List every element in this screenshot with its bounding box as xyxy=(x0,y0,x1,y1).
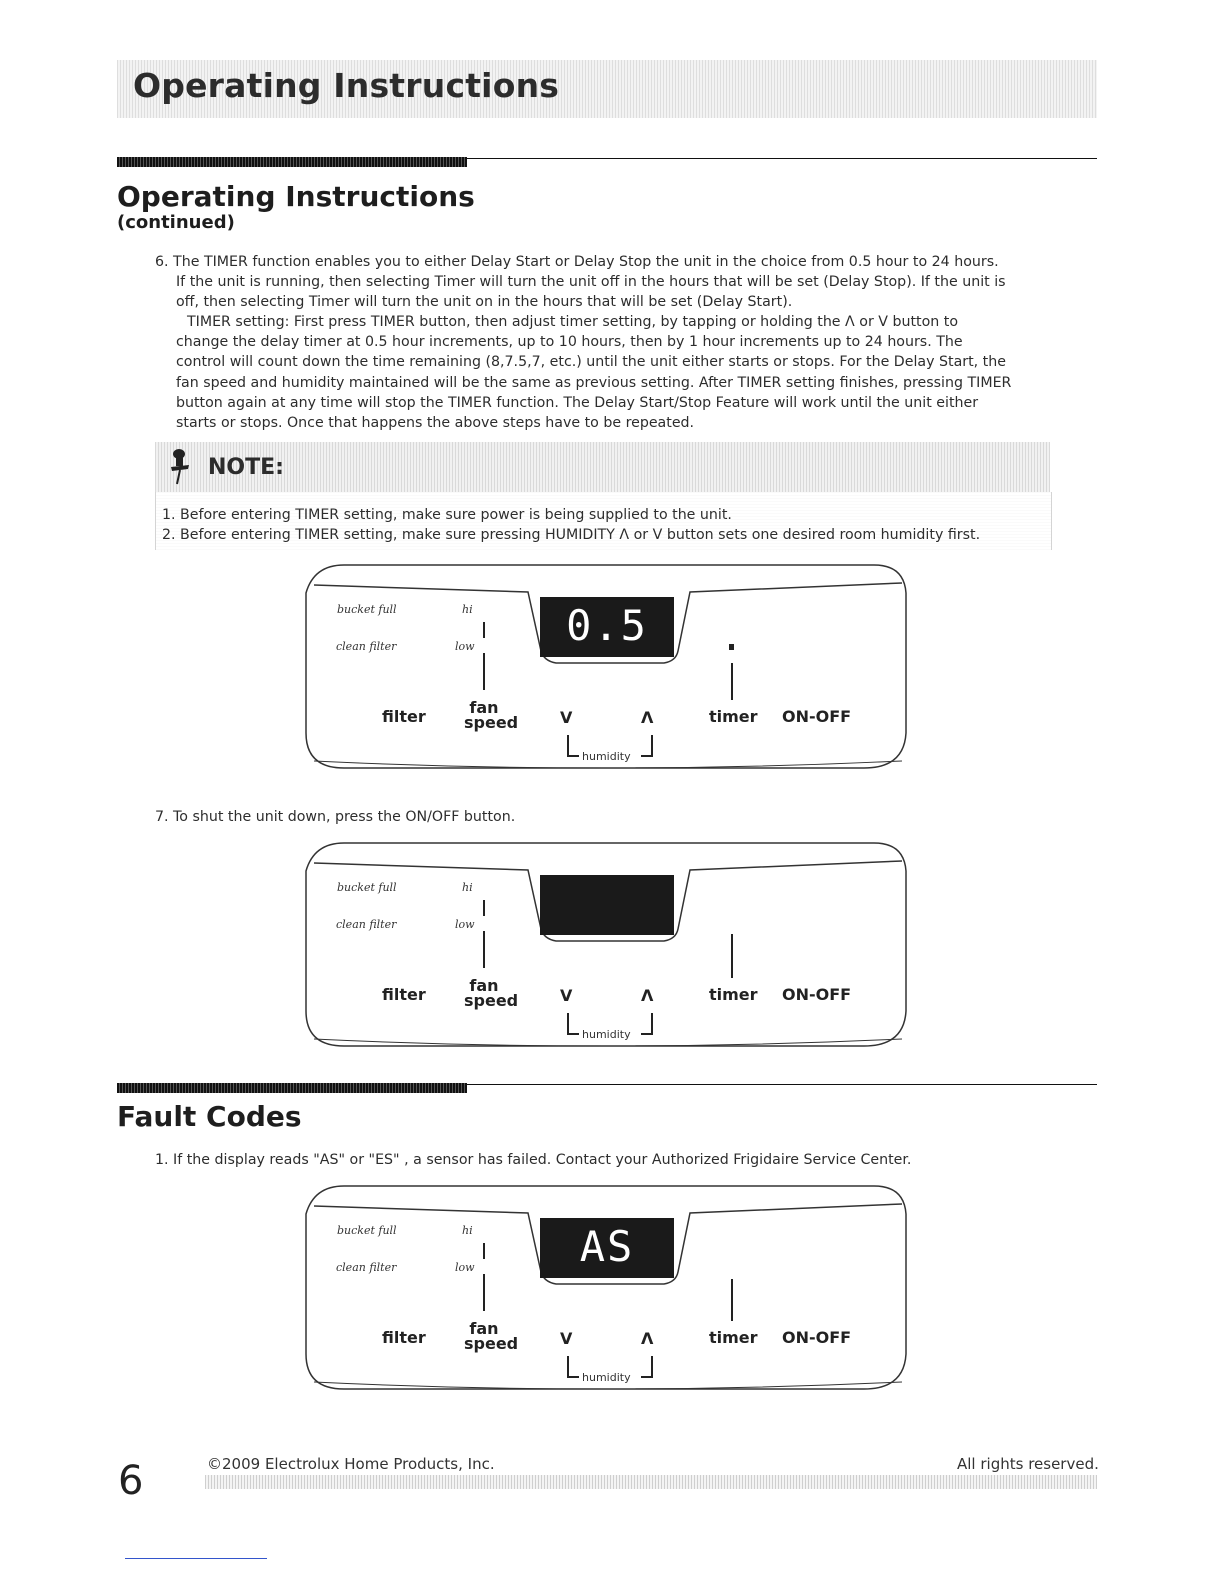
fan-speed-button[interactable] xyxy=(464,976,519,1010)
hi-label: hi xyxy=(462,1224,473,1237)
on-off-button[interactable]: ON-OFF xyxy=(782,707,852,726)
bucket-full-label: bucket full xyxy=(337,881,397,894)
banner-title: Operating Instructions xyxy=(133,66,560,105)
speed-label: speed xyxy=(464,991,519,1010)
footer-band xyxy=(205,1475,1097,1489)
item-6-line: button again at any time will stop the TIMER function. The Delay Start/Stop Feature will work until the unit either xyxy=(176,394,979,411)
low-label: low xyxy=(455,1261,475,1274)
timer-button[interactable]: timer xyxy=(709,707,758,726)
humidity-label: humidity xyxy=(582,750,631,763)
timer-led xyxy=(729,644,734,650)
humidity-down-button[interactable]: V xyxy=(560,1329,573,1348)
low-label: low xyxy=(455,640,475,653)
bucket-full-label: bucket full xyxy=(337,603,397,616)
filter-button[interactable]: filter xyxy=(382,707,426,726)
fan-label: fan xyxy=(469,976,499,995)
humidity-down-button[interactable]: V xyxy=(560,708,573,727)
humidity-up-button[interactable]: Λ xyxy=(641,986,654,1005)
fault-codes-title: Fault Codes xyxy=(117,1100,302,1133)
on-off-button[interactable]: ON-OFF xyxy=(782,985,852,1004)
hi-label: hi xyxy=(462,881,473,894)
humidity-down-button[interactable]: V xyxy=(560,986,573,1005)
fault-item-1: 1. If the display reads "AS" or "ES" , a sensor has failed. Contact your Authorized Frigidaire Service Center. xyxy=(155,1152,912,1168)
page-number: 6 xyxy=(118,1458,144,1504)
hi-label: hi xyxy=(462,603,473,616)
control-panel-timer xyxy=(304,563,908,773)
panel-outline xyxy=(304,563,908,773)
note-list xyxy=(162,505,1047,545)
humidity-label: humidity xyxy=(582,1371,631,1384)
humidity-up-button[interactable]: Λ xyxy=(641,1329,654,1348)
clean-filter-label: clean filter xyxy=(336,1261,397,1274)
rights-text: All rights reserved. xyxy=(957,1455,1099,1473)
bucket-full-label: bucket full xyxy=(337,1224,397,1237)
note-header-band xyxy=(155,442,1050,492)
item-6-line: If the unit is running, then selecting Timer will turn the unit off in the hours that will be set (Delay Stop). If the unit is xyxy=(176,274,1006,291)
section-rule-thin xyxy=(467,158,1097,159)
fan-label: fan xyxy=(469,698,499,717)
item-6-line: 6. The TIMER function enables you to either Delay Start or Delay Stop the unit in the choice from 0.5 hour to 24 hours. xyxy=(155,254,999,270)
note-title: NOTE: xyxy=(208,455,284,480)
item-6-line: off, then selecting Timer will turn the unit on in the hours that will be set (Delay Start). xyxy=(176,294,793,311)
item-7-text: 7. To shut the unit down, press the ON/OFF button. xyxy=(155,809,516,825)
pushpin-icon xyxy=(168,446,198,486)
filter-button[interactable]: filter xyxy=(382,985,426,1004)
speed-label: speed xyxy=(464,713,519,732)
display-screen xyxy=(540,875,674,935)
fan-label: fan xyxy=(469,1319,499,1338)
speed-label: speed xyxy=(464,1334,519,1353)
item-6-text xyxy=(155,252,1065,433)
panel-outline xyxy=(304,841,908,1051)
clean-filter-label: clean filter xyxy=(336,918,397,931)
item-6-line: fan speed and humidity maintained will be the same as previous setting. After TIMER setting finishes, pressing TIMER xyxy=(176,374,1012,391)
note-item: 1. Before entering TIMER setting, make sure power is being supplied to the unit. xyxy=(162,507,732,523)
humidity-up-button[interactable]: Λ xyxy=(641,708,654,727)
item-6-line: control will count down the time remaining (8,7.5,7, etc.) until the unit either starts or stops. For the Delay Start, the xyxy=(176,354,1006,371)
item-6-line: TIMER setting: First press TIMER button, then adjust timer setting, by tapping or holding the Λ or V button to xyxy=(187,314,959,331)
copyright-text: ©2009 Electrolux Home Products, Inc. xyxy=(207,1455,495,1473)
section-rule-thin xyxy=(467,1084,1097,1085)
section-subtitle: (continued) xyxy=(117,212,235,233)
item-6-line: starts or stops. Once that happens the above steps have to be repeated. xyxy=(176,414,695,431)
control-panel-fault xyxy=(304,1184,908,1394)
control-panel-off xyxy=(304,841,908,1051)
timer-button[interactable]: timer xyxy=(709,1328,758,1347)
note-item: 2. Before entering TIMER setting, make sure pressing HUMIDITY Λ or V button sets one desired room humidity first. xyxy=(162,527,981,544)
timer-button[interactable]: timer xyxy=(709,985,758,1004)
section-title: Operating Instructions xyxy=(117,180,475,213)
clean-filter-label: clean filter xyxy=(336,640,397,653)
section-rule-thick xyxy=(117,1083,467,1093)
item-6-line: change the delay timer at 0.5 hour increments, up to 10 hours, then by 1 hour increments up to 24 hours. The xyxy=(176,334,963,351)
filter-button[interactable]: filter xyxy=(382,1328,426,1347)
panel-outline xyxy=(304,1184,908,1394)
fan-speed-button[interactable] xyxy=(464,1319,519,1353)
display-readout: 0.5 xyxy=(566,601,648,650)
humidity-label: humidity xyxy=(582,1028,631,1041)
section-rule-thick xyxy=(117,157,467,167)
fan-speed-button[interactable] xyxy=(464,698,519,732)
link-underline xyxy=(125,1558,267,1559)
on-off-button[interactable]: ON-OFF xyxy=(782,1328,852,1347)
low-label: low xyxy=(455,918,475,931)
display-readout: AS xyxy=(579,1222,635,1271)
